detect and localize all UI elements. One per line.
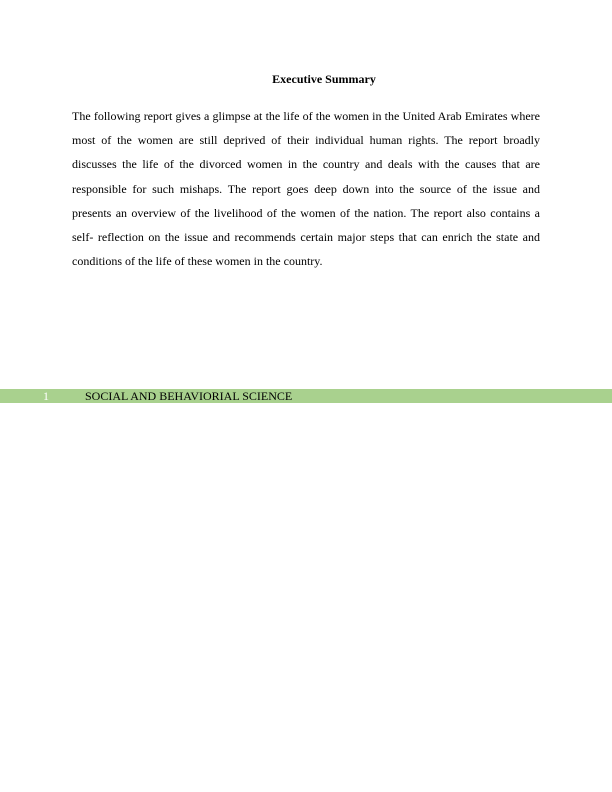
summary-paragraph: The following report gives a glimpse at the life of the women in the United Arab Emirates where most of the women are still deprived of their individual human rights. The report broadly discusses the life of the divorced women in the country and deals with the causes that are responsible for such mishaps. The report goes deep down into the source of the issue and presents an overview of the livelihood of the women of the nation. The report also contains a self- reflection on the issue and recommends certain major steps that can enrich the state and conditions of the life of these women in the country. xyxy=(72,109,540,269)
running-head: SOCIAL AND BEHAVIORIAL SCIENCE xyxy=(85,389,293,403)
page-number: 1 xyxy=(43,389,49,403)
section-title: Executive Summary xyxy=(272,72,376,86)
running-head-bar xyxy=(0,389,612,403)
